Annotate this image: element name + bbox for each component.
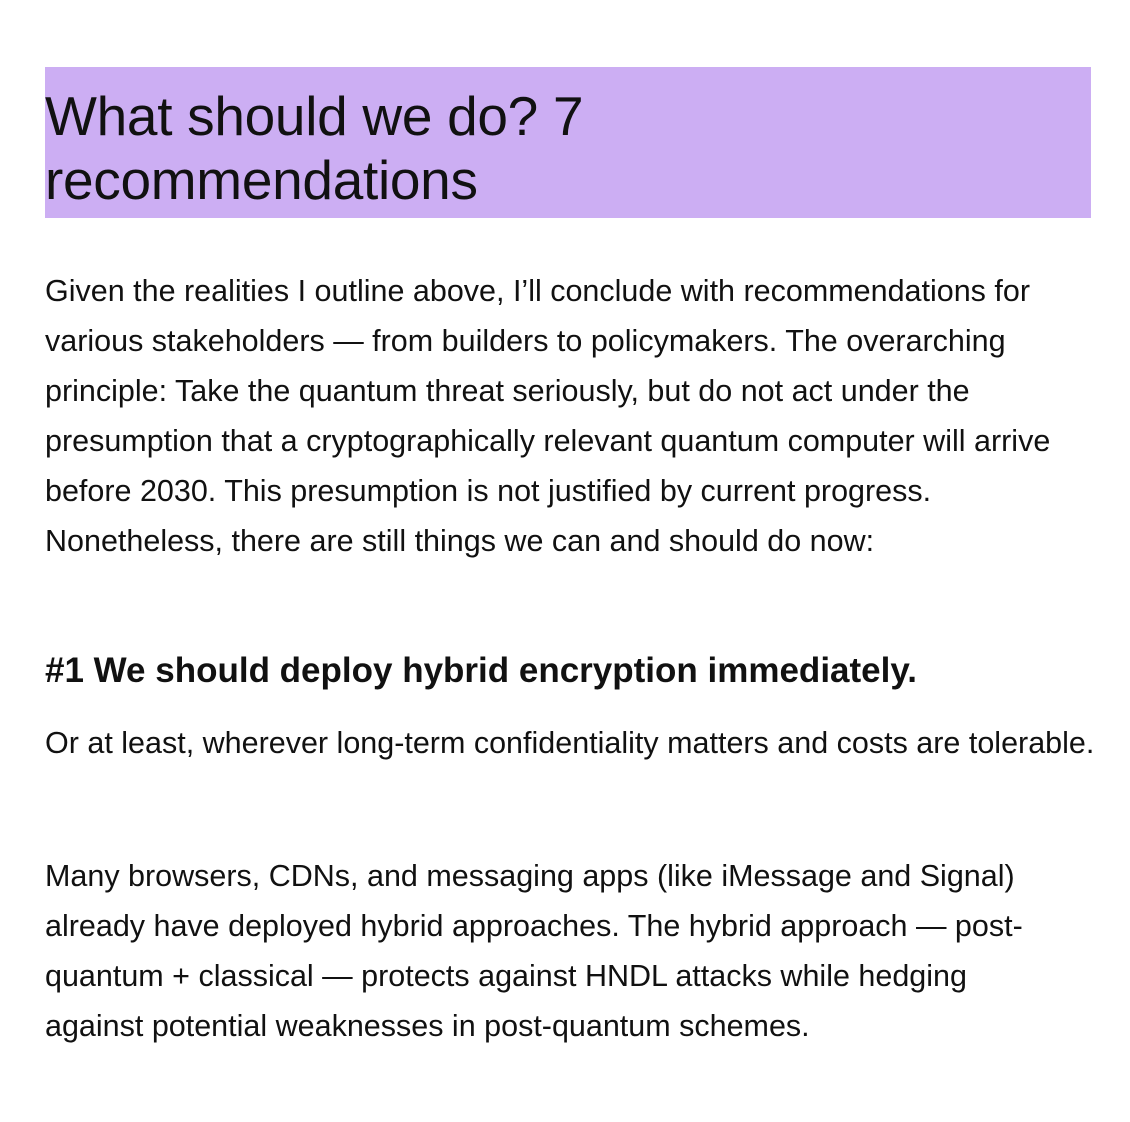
intro-paragraph: Given the realities I outline above, I’ll conclude with recommendations for various stakeholders — from builders to policymakers. The overarching principle: Take the quantum threat seriously, but do not act under the presumption that a cryptographically relevant quantum computer will arrive before 2030. This presumption is not justified by current progress. Nonetheless, there are still things we can and should do now: xyxy=(45,274,1051,558)
recommendation-paragraph-1: Or at least, wherever long-term confidentiality matters and costs are tolerable. xyxy=(45,726,1095,760)
recommendation-heading: #1 We should deploy hybrid encryption immediately. xyxy=(45,651,917,690)
recommendation-paragraph-2: Many browsers, CDNs, and messaging apps (like iMessage and Signal) already have deployed hybrid approaches. The hybrid approach — post-quantum + classical — protects against HNDL attacks while hedging against potential weaknesses in post-quantum schemes. xyxy=(45,859,1023,1043)
page-title: What should we do? 7 recommendations xyxy=(45,85,584,211)
